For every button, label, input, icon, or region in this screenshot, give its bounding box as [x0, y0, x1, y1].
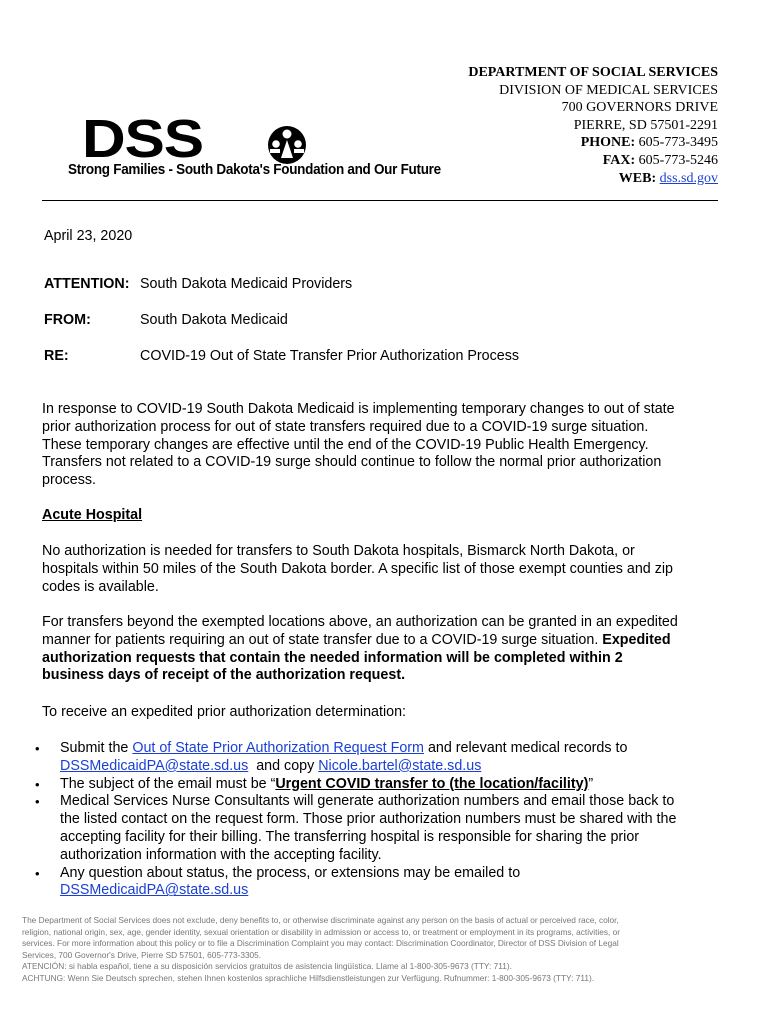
from-label: FROM: — [44, 312, 91, 328]
paragraph-bold-line: authorization requests that contain the needed information will be completed within 2 — [42, 649, 623, 666]
from-value: South Dakota Medicaid — [140, 312, 288, 328]
attention-label: ATTENTION: — [44, 276, 130, 292]
list-text: ” — [588, 775, 594, 792]
footer-line: Services, 700 Governor's Drive, Pierre SD 57501, 605-773-3305. — [22, 949, 262, 960]
list-item — [26, 740, 746, 776]
paragraph-line — [42, 632, 752, 650]
intro-line: process. — [42, 472, 97, 489]
attention-value: South Dakota Medicaid Providers — [140, 276, 353, 292]
paragraph-line: hospitals within 50 miles of the South Dakota border. A specific list of those exempt counties and zip — [42, 560, 674, 577]
list-text: Submit the — [60, 740, 133, 756]
fax-line — [468, 152, 718, 170]
nondiscrimination-footer — [22, 915, 742, 985]
exemption-paragraph — [42, 543, 742, 596]
dss-logo — [68, 109, 448, 184]
intro-line: Transfers not related to a COVID-19 surge should continue to follow the normal prior authorization — [42, 454, 662, 471]
list-text: and copy — [248, 757, 319, 774]
footer-line: ACHTUNG: Wenn Sie Deutsch sprechen, stehen Ihnen kostenlos sprachliche Hilfsdienstleistungen zur Verfügung. Rufnummer: 1-800-305-9673 (TTY: 711). — [22, 972, 595, 983]
list-item-line: Any question about status, the process, or extensions may be emailed to — [60, 864, 521, 881]
memo-date: April 23, 2020 — [44, 228, 133, 244]
paragraph-line: codes is available. — [42, 578, 159, 595]
bullet-icon: • — [35, 794, 40, 810]
phone-line — [468, 134, 718, 152]
web-label: WEB: — [618, 170, 657, 186]
paragraph-bold-text: Expedited — [602, 631, 671, 648]
fax-number: 605-773-5246 — [638, 152, 718, 168]
list-item-line — [60, 758, 746, 776]
instructions-intro: To receive an expedited prior authorization determination: — [42, 704, 406, 720]
list-item-line: accepting facility for their billing. The transferring hospital is responsible for sharing the prior — [60, 828, 640, 845]
phone-number: 605-773-3495 — [638, 135, 718, 151]
letterhead-address — [468, 64, 718, 187]
bullet-list — [26, 740, 746, 900]
list-item — [26, 865, 746, 901]
intro-line: In response to COVID-19 South Dakota Medicaid is implementing temporary changes to out of state — [42, 401, 675, 417]
city-state-zip: PIERRE, SD 57501-2291 — [573, 117, 718, 133]
footer-line: services. For more information about this policy or to file a Discrimination Complaint you may contact: Discrimination Coordinator, Director of DSS Division of Legal — [22, 938, 619, 949]
list-text: and relevant medical records to — [423, 740, 628, 756]
phone-label: PHONE: — [580, 135, 636, 151]
email-subject-text: Urgent COVID transfer to (the location/facility) — [275, 775, 589, 792]
bullet-icon: • — [35, 865, 40, 881]
fax-label: FAX: — [602, 152, 636, 168]
paragraph-text: manner for patients requiring an out of state transfer due to a COVID-19 surge situation. — [42, 631, 603, 648]
bullet-icon: • — [35, 741, 40, 756]
list-text: The subject of the email must be “ — [60, 775, 276, 792]
footer-line: The Department of Social Services does not exclude, deny benefits to, or otherwise discriminate against any person on the basis of actual or perceived race, color, — [22, 915, 619, 925]
list-item — [26, 776, 746, 794]
expedited-paragraph — [42, 614, 752, 685]
list-item — [26, 793, 746, 864]
section-heading: Acute Hospital — [42, 507, 143, 523]
re-value: COVID-19 Out of State Transfer Prior Authorization Process — [140, 348, 520, 364]
list-item-line — [60, 882, 746, 900]
website-link[interactable]: dss.sd.gov — [659, 170, 718, 186]
list-item-line — [60, 776, 746, 794]
header-divider — [42, 200, 718, 201]
footer-line: ATENCIÓN: si habla español, tiene a su disposición servicios gratuitos de asistencia lingüística. Llame al 1-800-305-9673 (TTY: 711). — [22, 961, 512, 972]
re-label: RE: — [44, 348, 69, 364]
logo-tagline: Strong Families - South Dakota's Foundation and Our Future — [68, 162, 441, 178]
division-name: DIVISION OF MEDICAL SERVICES — [499, 82, 718, 98]
list-item-line: authorization information with the accepting facility. — [60, 846, 382, 863]
list-item-line: the listed contact on the request form. Those prior authorization numbers must be shared with the — [60, 811, 677, 828]
paragraph-bold-line: business days of receipt of the authorization request. — [42, 667, 406, 684]
paragraph-line: For transfers beyond the exempted locations above, an authorization can be granted in an expedited — [42, 614, 678, 630]
list-item-line — [60, 740, 746, 758]
pa-email-link[interactable]: DSSMedicaidPA@state.sd.us — [60, 757, 249, 774]
web-line — [468, 170, 718, 188]
bullet-icon: • — [35, 776, 40, 792]
intro-line: These temporary changes are effective until the end of the COVID-19 Public Health Emergency. — [42, 436, 649, 453]
street-address: 700 GOVERNORS DRIVE — [561, 100, 718, 116]
copy-email-link[interactable]: Nicole.bartel@state.sd.us — [318, 757, 482, 774]
paragraph-line: No authorization is needed for transfers to South Dakota hospitals, Bismarck North Dakota, or — [42, 543, 635, 559]
logo-letters: DSS — [82, 109, 204, 169]
pa-email-link[interactable]: DSSMedicaidPA@state.sd.us — [60, 882, 249, 899]
intro-line: prior authorization process for out of state transfers required due to a COVID-19 surge situation. — [42, 418, 649, 435]
request-form-link[interactable]: Out of State Prior Authorization Request Form — [132, 740, 424, 756]
footer-line: religion, national origin, sex, age, gender identity, sexual orientation or disability in admission or access to, or treatment or employment in its programs, activities, or — [22, 926, 620, 937]
list-item-line: Medical Services Nurse Consultants will generate authorization numbers and email those back to — [60, 793, 675, 810]
department-name: DEPARTMENT OF SOCIAL SERVICES — [468, 65, 718, 80]
intro-paragraph — [42, 401, 742, 490]
